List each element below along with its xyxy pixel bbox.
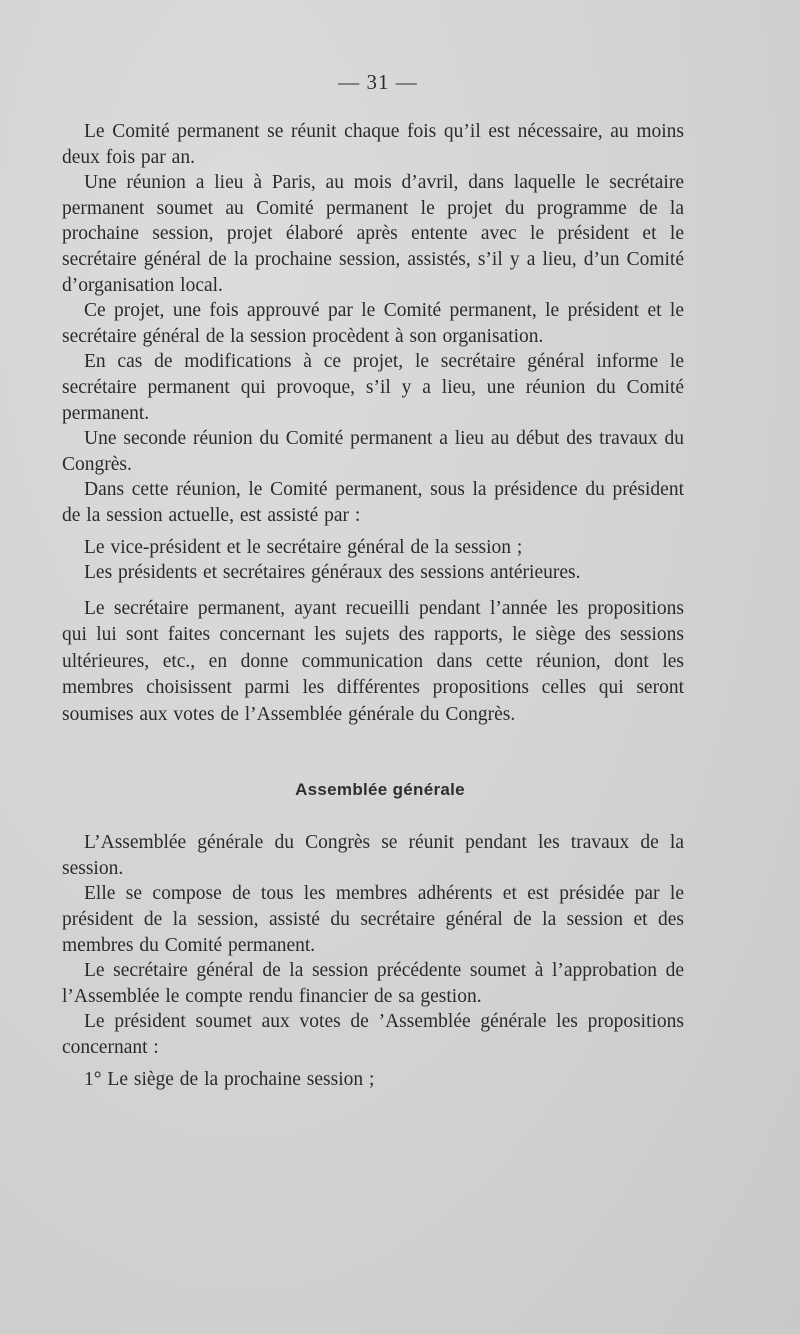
paragraph: Elle se compose de tous les membres adhérents et est présidée par le président de la session, assisté du secrétaire général de la session et des membres du Comité permanent. bbox=[62, 883, 684, 956]
section-heading: Assemblée générale bbox=[295, 780, 465, 800]
paragraph: En cas de modifications à ce projet, le secrétaire général informe le secrétaire permanent qui provoque, s’il y a lieu, une réunion du Comité permanent. bbox=[62, 351, 684, 424]
paragraph: L’Assemblée générale du Congrès se réunit pendant les travaux de la session. bbox=[62, 832, 684, 879]
document-page bbox=[62, 70, 684, 1092]
paragraph: Dans cette réunion, le Comité permanent, sous la présidence du président de la session actuelle, est assisté par : bbox=[62, 479, 684, 526]
paragraph: Le secrétaire permanent, ayant recueilli pendant l’année les propositions qui lui sont faites concernant les sujets des rapports, le siège des sessions ultérieures, etc., en donne communication dans cette réunion, dont les membres choisissent parmi les différentes propositions celles qui seront soumises aux votes de l’Assemblée générale du Congrès. bbox=[62, 597, 684, 725]
paragraph: Une seconde réunion du Comité permanent a lieu au début des travaux du Congrès. bbox=[62, 428, 684, 475]
attendee-item: Le vice-président et le secrétaire général de la session ; bbox=[84, 536, 523, 558]
page-number: — 31 — bbox=[338, 70, 418, 94]
paragraph: Ce projet, une fois approuvé par le Comité permanent, le président et le secrétaire général de la session procèdent à son organisation. bbox=[62, 300, 684, 347]
attendee-item: Les présidents et secrétaires généraux des sessions antérieures. bbox=[84, 562, 581, 584]
paragraph: Le secrétaire général de la session précédente soumet à l’approbation de l’Assemblée le compte rendu financier de sa gestion. bbox=[62, 960, 684, 1007]
list-item: 1° Le siège de la prochaine session ; bbox=[84, 1068, 375, 1090]
paragraph: Le Comité permanent se réunit chaque fois qu’il est nécessaire, au moins deux fois par an. bbox=[62, 121, 684, 168]
paragraph: Le président soumet aux votes de ’Assemblée générale les propositions concernant : bbox=[62, 1011, 684, 1058]
paragraph: Une réunion a lieu à Paris, au mois d’avril, dans laquelle le secrétaire permanent soumet au Comité permanent le projet du programme de la prochaine session, projet élaboré après entente avec le président et le secrétaire général de la prochaine session, assistés, s’il y a lieu, d’un Comité d’organisation local. bbox=[62, 172, 684, 296]
